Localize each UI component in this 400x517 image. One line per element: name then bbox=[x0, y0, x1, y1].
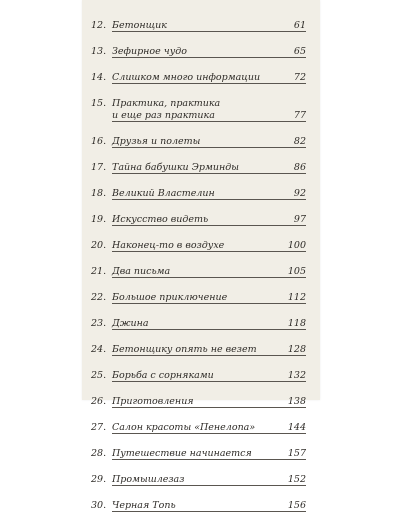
toc-entry bbox=[82, 413, 320, 439]
toc-entry bbox=[82, 153, 320, 179]
chapter-number: 20. bbox=[91, 240, 107, 251]
chapter-number: 14. bbox=[91, 72, 107, 83]
toc-entry bbox=[82, 257, 320, 283]
dotted-leader bbox=[112, 277, 306, 278]
chapter-number: 23. bbox=[91, 318, 107, 329]
chapter-title: Приготовления bbox=[112, 396, 194, 407]
chapter-title: Слишком много информации bbox=[112, 72, 261, 83]
page-number: 138 bbox=[287, 396, 306, 407]
dotted-leader bbox=[112, 407, 306, 408]
chapter-number: 16. bbox=[91, 136, 107, 147]
chapter-number: 17. bbox=[91, 162, 107, 173]
chapter-title: Тайна бабушки Эрминды bbox=[112, 162, 240, 173]
chapter-title: Большое приключение bbox=[112, 292, 228, 303]
dotted-leader bbox=[112, 83, 306, 84]
chapter-title: Салон красоты «Пенелопа» bbox=[112, 422, 256, 433]
page-number: 82 bbox=[293, 136, 306, 147]
table-of-contents-page bbox=[82, 0, 320, 511]
chapter-number: 21. bbox=[91, 266, 107, 277]
page-number: 118 bbox=[287, 318, 306, 329]
page-number: 105 bbox=[287, 266, 306, 277]
chapter-number: 26. bbox=[91, 396, 107, 407]
chapter-title: Промышлезаз bbox=[112, 474, 185, 485]
chapter-number: 24. bbox=[91, 344, 107, 355]
dotted-leader bbox=[112, 31, 306, 32]
chapter-number: 12. bbox=[91, 20, 107, 31]
toc-entry bbox=[82, 179, 320, 205]
toc-entry bbox=[82, 465, 320, 491]
toc-entry bbox=[82, 491, 320, 517]
page-number: 152 bbox=[287, 474, 306, 485]
chapter-title: Великий Властелин bbox=[112, 188, 215, 199]
chapter-title-line-1: Практика, практика bbox=[112, 98, 221, 109]
page-number: 72 bbox=[293, 72, 306, 83]
page-number: 86 bbox=[293, 162, 306, 173]
chapter-title: Черная Топь bbox=[112, 500, 176, 511]
toc-entry bbox=[82, 361, 320, 387]
dotted-leader bbox=[112, 173, 306, 174]
dotted-leader bbox=[112, 303, 306, 304]
dotted-leader bbox=[112, 199, 306, 200]
page-number: 132 bbox=[287, 370, 306, 381]
chapter-title: Наконец-то в воздухе bbox=[112, 240, 225, 251]
dotted-leader bbox=[112, 485, 306, 486]
chapter-title: Два письма bbox=[112, 266, 171, 277]
page-number: 156 bbox=[287, 500, 306, 511]
page-number: 61 bbox=[293, 20, 306, 31]
dotted-leader bbox=[112, 459, 306, 460]
toc-entry bbox=[82, 205, 320, 231]
chapter-number: 19. bbox=[91, 214, 107, 225]
dotted-leader bbox=[112, 511, 306, 512]
toc-entry bbox=[82, 439, 320, 465]
chapter-title: Борьба с сорняками bbox=[112, 370, 214, 381]
toc-entry bbox=[82, 387, 320, 413]
chapter-title: Путешествие начинается bbox=[112, 448, 252, 459]
chapter-title: Друзья и полеты bbox=[112, 136, 201, 147]
page-number: 92 bbox=[293, 188, 306, 199]
chapter-number: 15. bbox=[91, 98, 107, 109]
page-number: 128 bbox=[287, 344, 306, 355]
page-number: 144 bbox=[287, 422, 306, 433]
page-number: 100 bbox=[287, 240, 306, 251]
chapter-title: Бетонщик bbox=[112, 20, 167, 31]
dotted-leader bbox=[112, 147, 306, 148]
chapter-title: Зефирное чудо bbox=[112, 46, 187, 57]
chapter-title-line-2: и еще раз практика bbox=[112, 110, 215, 121]
toc-entry bbox=[82, 335, 320, 361]
dotted-leader bbox=[112, 433, 306, 434]
chapter-number: 29. bbox=[91, 474, 107, 485]
toc-entry bbox=[82, 89, 320, 127]
dotted-leader bbox=[112, 329, 306, 330]
toc-entry bbox=[82, 11, 320, 37]
toc-entry bbox=[82, 127, 320, 153]
chapter-number: 25. bbox=[91, 370, 107, 381]
dotted-leader bbox=[112, 381, 306, 382]
toc-entry bbox=[82, 63, 320, 89]
chapter-number: 27. bbox=[91, 422, 107, 433]
toc-entry bbox=[82, 283, 320, 309]
dotted-leader bbox=[112, 355, 306, 356]
toc-entry bbox=[82, 37, 320, 63]
dotted-leader bbox=[112, 57, 306, 58]
dotted-leader bbox=[112, 225, 306, 226]
chapter-title: Бетонщику опять не везет bbox=[112, 344, 257, 355]
chapter-number: 13. bbox=[91, 46, 107, 57]
dotted-leader bbox=[112, 251, 306, 252]
page-number: 157 bbox=[287, 448, 306, 459]
toc-list bbox=[82, 11, 320, 517]
chapter-number: 18. bbox=[91, 188, 107, 199]
page-number: 77 bbox=[293, 110, 306, 121]
toc-entry bbox=[82, 231, 320, 257]
page-number: 97 bbox=[293, 214, 306, 225]
chapter-title: Джина bbox=[112, 318, 149, 329]
chapter-number: 30. bbox=[91, 500, 107, 511]
chapter-title: Искусство видеть bbox=[112, 214, 209, 225]
dotted-leader bbox=[112, 121, 306, 122]
chapter-number: 22. bbox=[91, 292, 107, 303]
page-number: 112 bbox=[287, 292, 306, 303]
toc-entry bbox=[82, 309, 320, 335]
page-number: 65 bbox=[293, 46, 306, 57]
chapter-number: 28. bbox=[91, 448, 107, 459]
